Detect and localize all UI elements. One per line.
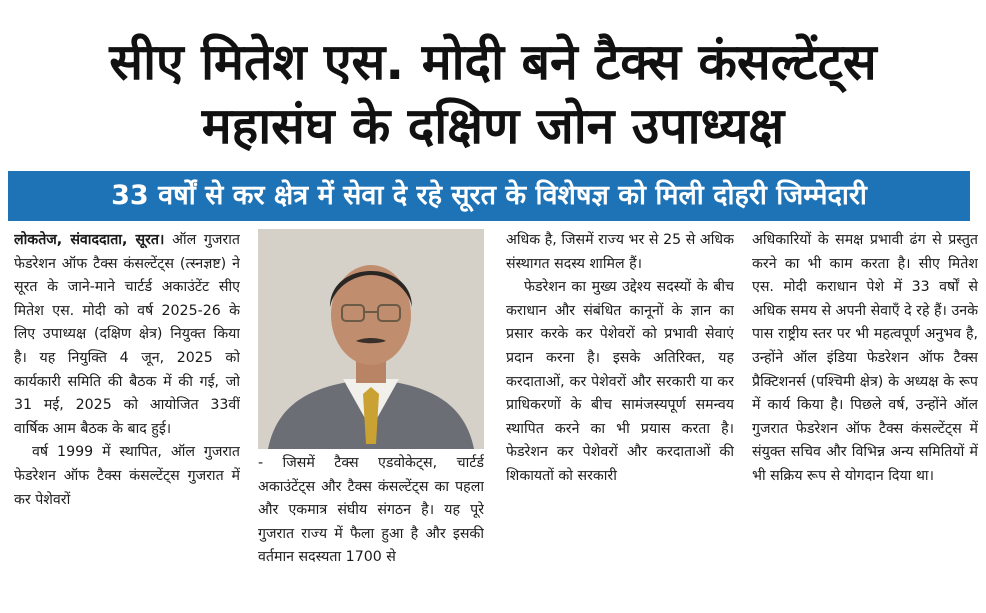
column-3-paragraph-1: अधिक है, जिसमें राज्य भर से 25 से अधिक संस्थागत सदस्य शामिल हैं। (506, 232, 734, 272)
person-portrait-icon (258, 229, 484, 449)
column-2-paragraph-1: - जिसमें टैक्स एडवोकेट्स, चार्टर्ड अकाउंटेंट्स और टैक्स कंसल्टेंट्स का पहला और एकमात्र संघीय संगठन है। यह पूरे गुजरात राज्य में फैला हुआ है और इसकी वर्तमान सदस्यता 1700 से (258, 455, 484, 566)
column-4-paragraph-1: अधिकारियों के समक्ष प्रभावी ढंग से प्रस्तुत करने का भी काम करता है। सीए मितेश एस. मोदी कराधान पेशे में 33 वर्षों से अधिक समय से अपनी सेवाएँ दे रहे हैं। उनके पास राष्ट्रीय स्तर पर भी महत्वपूर्ण अनुभव है, उन्होंने ऑल इंडिया फेडरेशन ऑफ टैक्स प्रैक्टिशनर्स (पश्चिमी क्षेत्र) के अध्यक्ष के रूप में कार्य किया है। पिछले वर्ष, उन्होंने ऑल गुजरात फेडरेशन ऑफ टैक्स कंसल्टेंट्स में संयुक्त सचिव और विभिन्न अन्य समितियों में भी सक्रिय रूप से योगदान दिया था। (752, 232, 978, 484)
article-column-1 (14, 229, 240, 611)
article-column-3 (506, 229, 734, 611)
column-3-paragraph-2: फेडरेशन का मुख्य उद्देश्य सदस्यों के बीच कराधान और संबंधित कानूनों के ज्ञान का प्रसार करके कर पेशेवरों को प्रभावी सेवाएं प्रदान करना है। इसके अतिरिक्त, यह करदाताओं, कर पेशेवरों और सरकारी या कर प्राधिकरणों के बीच सामंजस्यपूर्ण समन्वय स्थापित करने का भी प्रयास करता है। फेडरेशन कर पेशेवरों और करदाताओं की शिकायतों को सरकारी (506, 279, 734, 484)
headline-line-2: महासंघ के दक्षिण जोन उपाध्यक्ष (201, 97, 785, 155)
dateline: लोकतेज, संवाददाता, सूरत। (14, 232, 165, 248)
subheadline-banner (8, 171, 970, 221)
column-1-text-1: ऑल गुजरात फेडरेशन ऑफ टैक्स कंसल्टेंट्स (त्स्नज्ञष्ट) ने सूरत के जाने-माने चार्टर्ड अकाउंटेंट सीए मितेश एस. मोदी को वर्ष 2025-26 के लिए उपाध्यक्ष (दक्षिण क्षेत्र) नियुक्त किया है। यह नियुक्ति 4 जून, 2025 को कार्यकारी समिति की बैठक में की गई, जो 31 मई, 2025 को आयोजित 33वीं वार्षिक आम बैठक के बाद हुई। (14, 232, 240, 437)
column-1-paragraph-2: वर्ष 1999 में स्थापित, ऑल गुजरात फेडरेशन ऑफ टैक्स कंसल्टेंट्स गुजरात में कर पेशेवरों (14, 444, 240, 508)
subheadline-text: 33 वर्षों से कर क्षेत्र में सेवा दे रहे सूरत के विशेषज्ञ को मिली दोहरी जिम्मेदारी (111, 180, 867, 211)
portrait-photo (258, 229, 484, 449)
headline (0, 30, 986, 158)
article-column-4 (752, 229, 978, 611)
headline-line-1: सीए मितेश एस. मोदी बने टैक्स कंसल्टेंट्स (109, 33, 877, 91)
article-column-2 (258, 452, 484, 610)
column-1-paragraph-1 (14, 229, 240, 441)
